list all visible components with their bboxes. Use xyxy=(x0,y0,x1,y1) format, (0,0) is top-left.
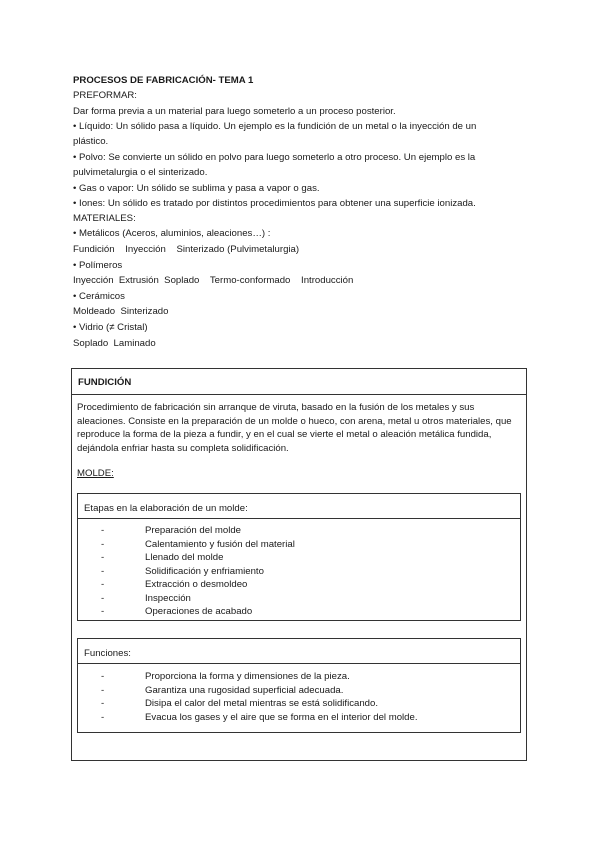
document-title: PROCESOS DE FABRICACIÓN- TEMA 1 xyxy=(73,75,254,86)
bullet-liquido-line2: plástico. xyxy=(73,136,109,147)
list-item: - Extracción o desmoldeo xyxy=(101,579,248,590)
fundicion-description: Procedimiento de fabricación sin arranque de viruta, basado en la fusión de los metales y sus aleaciones. Consiste en la preparación de un molde o hueco, con arena, metal u otros materiales, que reproduce la forma de la pieza a fundir, y en el cual se vierte el metal o aleación metálica fundida, dejándola enfriar hasta su completa solidificación. xyxy=(77,402,512,454)
dash-bullet: - xyxy=(101,525,105,536)
dash-bullet: - xyxy=(101,552,105,563)
bullet-polvo-line2: pulvimetalurgia o el sinterizado. xyxy=(73,167,208,178)
etapas-title: Etapas en la elaboración de un molde: xyxy=(84,503,248,514)
list-item: - Proporciona la forma y dimensiones de la pieza. xyxy=(101,671,350,682)
dash-bullet: - xyxy=(101,565,105,577)
etapas-title-divider xyxy=(77,518,521,519)
dash-bullet: - xyxy=(101,592,105,604)
funciones-title-divider xyxy=(77,663,521,664)
list-item: - Llenado del molde xyxy=(101,552,224,563)
bullet-iones: • Iones: Un sólido es tratado por distintos procedimientos para obtener una superficie ionizada. xyxy=(73,198,476,209)
fundicion-title: FUNDICIÓN xyxy=(78,377,132,388)
polimeros-procesos: Inyección Extrusión Soplado Termo-conformado Introducción xyxy=(73,275,354,286)
list-item: - Solidificación y enfriamiento xyxy=(101,565,264,577)
materiales-polimeros: • Polímeros xyxy=(73,260,123,271)
dash-bullet: - xyxy=(101,711,105,723)
bullet-liquido-line1: • Líquido: Un sólido pasa a líquido. Un ejemplo es la fundición de un metal o la inyección de un xyxy=(73,121,477,132)
dash-bullet: - xyxy=(101,698,105,709)
list-item: - Evacua los gases y el aire que se forma en el interior del molde. xyxy=(101,711,418,723)
etapas-list xyxy=(101,524,295,619)
preformar-heading: PREFORMAR: xyxy=(73,90,137,101)
dash-bullet: - xyxy=(101,684,105,696)
list-item: - Disipa el calor del metal mientras se está solidificando. xyxy=(101,698,379,709)
list-item: - Operaciones de acabado xyxy=(101,606,253,617)
list-item: - Calentamiento y fusión del material xyxy=(101,538,295,550)
ceramicos-procesos: Moldeado Sinterizado xyxy=(73,306,169,317)
bullet-gas: • Gas o vapor: Un sólido se sublima y pasa a vapor o gas. xyxy=(73,183,320,194)
funciones-list xyxy=(101,670,418,724)
list-item: - Preparación del molde xyxy=(101,525,241,536)
preformar-intro: Dar forma previa a un material para luego someterlo a un proceso posterior. xyxy=(73,106,396,117)
bullet-polvo-line1: • Polvo: Se convierte un sólido en polvo para luego someterlo a otro proceso. Un ejemplo es la xyxy=(73,152,476,163)
dash-bullet: - xyxy=(101,671,105,682)
metalicos-procesos: Fundición Inyección Sinterizado (Pulvimetalurgia) xyxy=(73,244,300,255)
dash-bullet: - xyxy=(101,579,105,590)
dash-bullet: - xyxy=(101,538,105,550)
fundicion-title-divider xyxy=(71,394,527,395)
dash-bullet: - xyxy=(101,606,105,617)
vidrio-procesos: Soplado Laminado xyxy=(73,338,156,349)
materiales-vidrio: • Vidrio (≠ Cristal) xyxy=(73,322,148,333)
materiales-ceramicos: • Cerámicos xyxy=(73,291,125,302)
list-item: - Garantiza una rugosidad superficial adecuada. xyxy=(101,684,344,696)
list-item: - Inspección xyxy=(101,592,191,604)
molde-heading: MOLDE: xyxy=(77,468,114,479)
funciones-title: Funciones: xyxy=(84,648,131,659)
materiales-metalicos: • Metálicos (Aceros, aluminios, aleaciones…) : xyxy=(73,228,271,239)
materiales-heading: MATERIALES: xyxy=(73,213,136,224)
